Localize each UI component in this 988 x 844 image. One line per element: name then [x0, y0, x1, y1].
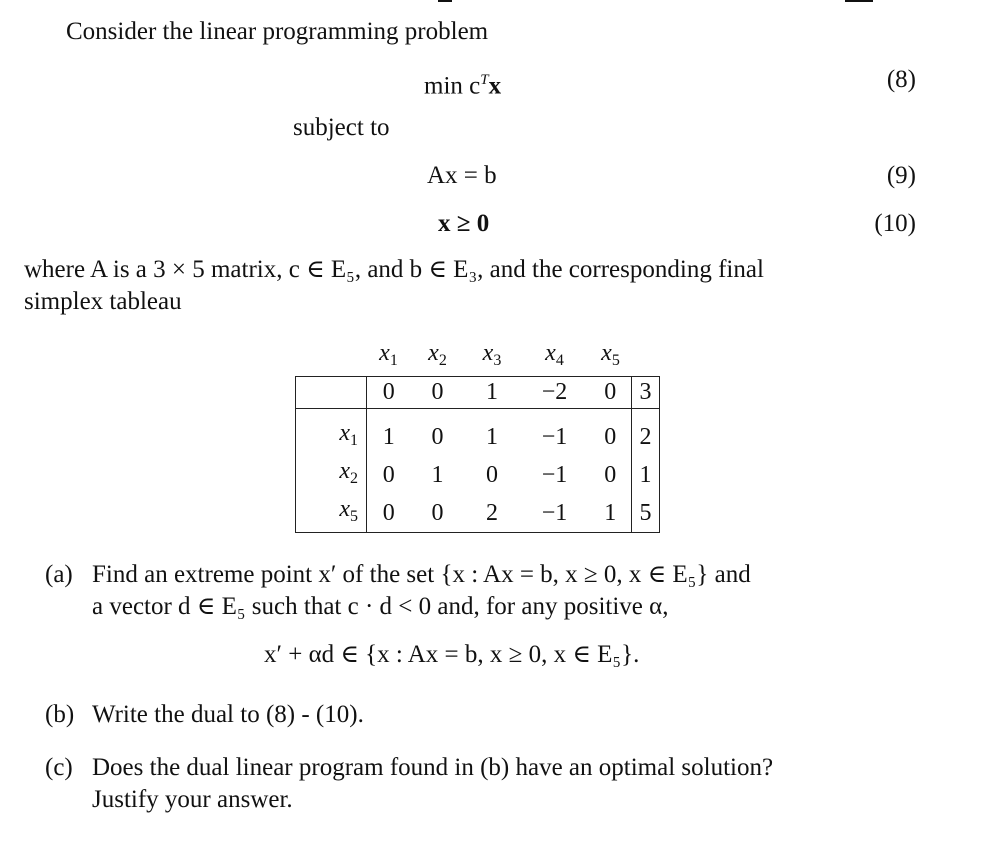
tableau-header-row — [296, 338, 660, 377]
objective-equation — [424, 65, 501, 101]
tableau-corner — [296, 338, 367, 377]
tableau-cell: 0 — [431, 423, 444, 450]
tableau-cell: −2 — [520, 377, 590, 409]
part-c-line2: Justify your answer. — [92, 786, 293, 813]
objective-text: min c — [424, 72, 481, 100]
tableau-cell: 1 — [367, 409, 411, 457]
rhs-cell: 3 — [632, 377, 660, 409]
tableau-cell: 2 — [465, 494, 520, 533]
column-header-x1: $x_1$ — [379, 340, 398, 369]
tableau-row — [296, 494, 660, 533]
tableau-cell: 1 — [486, 423, 498, 450]
tableau-cell: 0 — [590, 409, 632, 457]
constraint-equality: Ax = b — [427, 162, 497, 189]
simplex-tableau — [295, 338, 660, 533]
objective-row-label — [296, 377, 367, 409]
subject-to-text: subject to — [293, 114, 390, 141]
tableau-cell: −1 — [541, 461, 568, 488]
basis-label: $x_2$ — [296, 456, 367, 494]
tableau-row — [296, 456, 660, 494]
column-header-x4: $x_4$ — [545, 340, 564, 369]
objective-var: x — [488, 72, 502, 100]
tableau-row — [296, 409, 660, 457]
equation-number-8: (8) — [886, 66, 916, 93]
part-a-line1: Find an extreme point x′ of the set {x : Ax = b, x ≥ 0, x ∈ E₅} and — [92, 561, 751, 588]
cropped-heading-fragment — [438, 0, 452, 2]
rhs-cell: 2 — [632, 409, 660, 457]
tableau-spacer — [632, 338, 660, 377]
tableau-cell: 1 — [590, 494, 632, 533]
part-c-label: (c) — [45, 754, 73, 781]
cropped-heading-fragment — [845, 0, 873, 2]
equation-number-9: (9) — [886, 162, 916, 189]
part-a-line2: a vector d ∈ E₅ such that c · d < 0 and, for any positive α, — [92, 593, 669, 620]
column-header-x5: $x_5$ — [601, 340, 620, 369]
part-b-label: (b) — [45, 701, 75, 728]
where-text-line1: where A is a 3 × 5 matrix, c ∈ E₅, and b ∈ E₃, and the corresponding final — [24, 256, 764, 283]
tableau-cell: −1 — [541, 423, 568, 450]
objective-row — [296, 377, 660, 409]
part-c-line1: Does the dual linear program found in (b) have an optimal solution? — [92, 754, 774, 781]
tableau-cell: 0 — [367, 456, 411, 494]
part-b-line1: Write the dual to (8) - (10). — [92, 701, 364, 728]
tableau-cell: 0 — [367, 494, 411, 533]
tableau-cell: 0 — [590, 377, 632, 409]
tableau-cell: 0 — [486, 461, 498, 488]
column-header-x3: $x_3$ — [482, 340, 502, 369]
transpose-sup: T — [480, 72, 489, 88]
rhs-cell: 1 — [632, 456, 660, 494]
part-a-label: (a) — [45, 561, 73, 588]
basis-label: $x_5$ — [296, 494, 367, 533]
tableau-cell: 0 — [367, 377, 411, 409]
tableau-cell: 1 — [465, 377, 520, 409]
where-text-line2: simplex tableau — [24, 288, 182, 315]
tableau-cell: 0 — [590, 456, 632, 494]
tableau-cell: 0 — [411, 494, 465, 533]
equation-number-10: (10) — [874, 210, 916, 237]
rhs-cell: 5 — [632, 494, 660, 533]
basis-label: $x_1$ — [296, 409, 367, 457]
intro-text: Consider the linear programming problem — [66, 18, 489, 45]
constraint-nonnegativity: x ≥ 0 — [438, 210, 490, 237]
part-a-display: x′ + αd ∈ {x : Ax = b, x ≥ 0, x ∈ E₅}. — [264, 641, 640, 668]
column-header-x2: $x_2$ — [428, 340, 447, 369]
tableau-cell: 1 — [431, 461, 444, 488]
tableau-cell: −1 — [520, 494, 590, 533]
tableau-cell: 0 — [411, 377, 465, 409]
